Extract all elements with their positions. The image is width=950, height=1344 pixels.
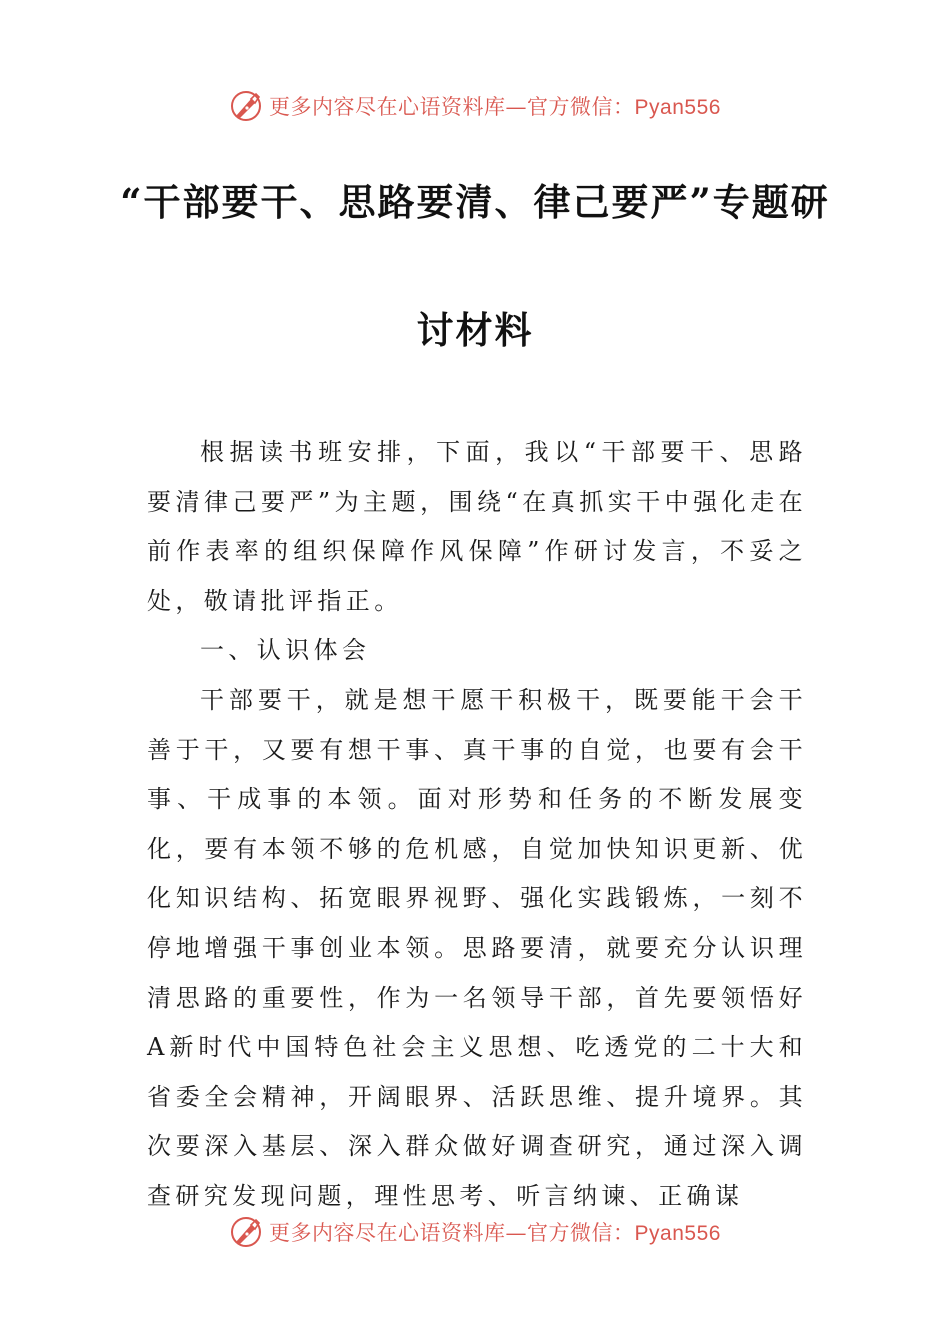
watermark-wechat-id: Pyan556 bbox=[634, 96, 721, 119]
document-body bbox=[147, 428, 807, 1222]
body-paragraph-1: 干部要干，就是想干愿干积极干，既要能干会干善于干，又要有想干事、真干事的自觉，也要有会干事、干成事的本领。面对形势和任务的不断发展变化，要有本领不够的危机感，自觉加快知识更新、优化知识结构、拓宽眼界视野、强化实践锻炼，一刻不停地增强干事创业本领。思路要清，就要充分认识理清思路的重要性，作为一名领导干部，首先要领悟好A新时代中国特色社会主义思想、吃透党的二十大和省委全会精神，开阔眼界、活跃思维、提升境界。其次要深入基层、深入群众做好调查研究，通过深入调查研究发现问题，理性思考、听言纳谏、正确谋 bbox=[147, 685, 807, 1210]
pen-nib-logo-icon bbox=[229, 89, 263, 123]
watermark-wechat-id: Pyan556 bbox=[634, 1222, 721, 1245]
body-paragraph-intro: 根据读书班安排，下面，我以“干部要干、思路要清律己要严”为主题，围绕“在真抓实干中强化走在前作表率的组织保障作风保障”作研讨发言，不妥之处，敬请批评指正。 bbox=[147, 438, 807, 615]
document-title-line-2: 讨材料 bbox=[416, 308, 534, 352]
section-heading-1: 一、认识体会 bbox=[200, 636, 371, 665]
header-watermark bbox=[0, 86, 950, 126]
watermark-text: 更多内容尽在心语资料库—官方微信：Pyan556 bbox=[269, 1221, 721, 1245]
watermark-text: 更多内容尽在心语资料库—官方微信：Pyan556 bbox=[269, 95, 721, 119]
document-title-line-1: “干部要干、思路要清、律己要严”专题研 bbox=[120, 180, 830, 224]
pen-nib-logo-icon bbox=[229, 1215, 263, 1249]
footer-watermark bbox=[0, 1212, 950, 1252]
